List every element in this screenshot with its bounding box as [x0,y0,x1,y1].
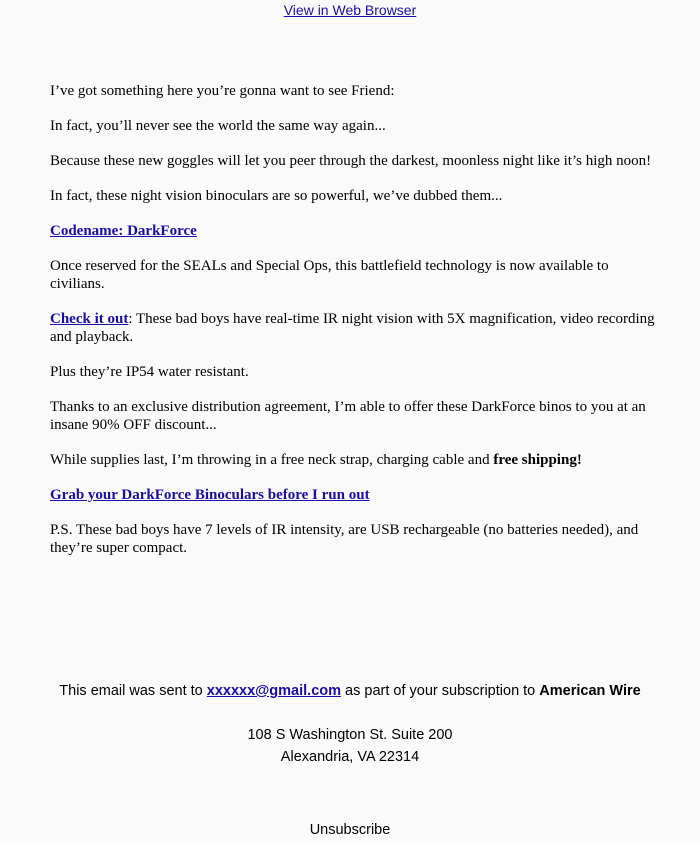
paragraph-supplies [50,451,660,469]
subscription-notice [0,683,700,699]
sent-prefix: This email was sent to [59,683,207,699]
paragraph-check [50,310,660,346]
paragraph-discount: Thanks to an exclusive distribution agreement, I’m able to offer these DarkForce binos to you at an insane 90% OFF discount... [50,399,646,433]
email-body [50,82,660,574]
free-shipping-text: free shipping! [493,452,582,468]
mailing-address [0,724,700,768]
address-line-2: Alexandria, VA 22314 [280,749,420,765]
paragraph-seals: Once reserved for the SEALs and Special Ops, this battlefield technology is now available to civilians. [50,258,609,292]
grab-paragraph [50,486,660,504]
codename-link[interactable]: Codename: DarkForce [50,223,197,239]
address-line-1: 108 S Washington St. Suite 200 [247,727,453,743]
paragraph-goggles: Because these new goggles will let you peer through the darkest, moonless night like it’s high noon! [50,153,652,169]
paragraph-ps: P.S. These bad boys have 7 levels of IR intensity, are USB rechargeable (no batteries needed), and they’re super compact. [50,522,639,556]
recipient-email-link[interactable]: xxxxxx@gmail.com [206,683,342,699]
codename-paragraph [50,222,660,240]
view-in-browser-link[interactable]: View in Web Browser [283,2,417,18]
paragraph-dubbed: In fact, these night vision binoculars are so powerful, we’ve dubbed them... [50,188,503,204]
publication-name: American Wire [539,683,641,699]
check-description: : These bad boys have real-time IR night vision with 5X magnification, video recording and playback. [50,311,655,345]
supplies-text: While supplies last, I’m throwing in a free neck strap, charging cable and [50,452,494,468]
grab-binoculars-link[interactable]: Grab your DarkForce Binoculars before I run out [50,487,370,503]
check-it-out-link[interactable]: Check it out [50,311,129,327]
paragraph-intro: I’ve got something here you’re gonna want to see Friend: [50,83,395,99]
unsubscribe-link[interactable]: Unsubscribe [309,822,391,838]
sent-middle: as part of your subscription to [341,683,540,699]
unsubscribe-row [0,822,700,838]
paragraph-water: Plus they’re IP54 water resistant. [50,364,249,380]
paragraph-world: In fact, you’ll never see the world the same way again... [50,118,386,134]
top-bar [0,2,700,18]
